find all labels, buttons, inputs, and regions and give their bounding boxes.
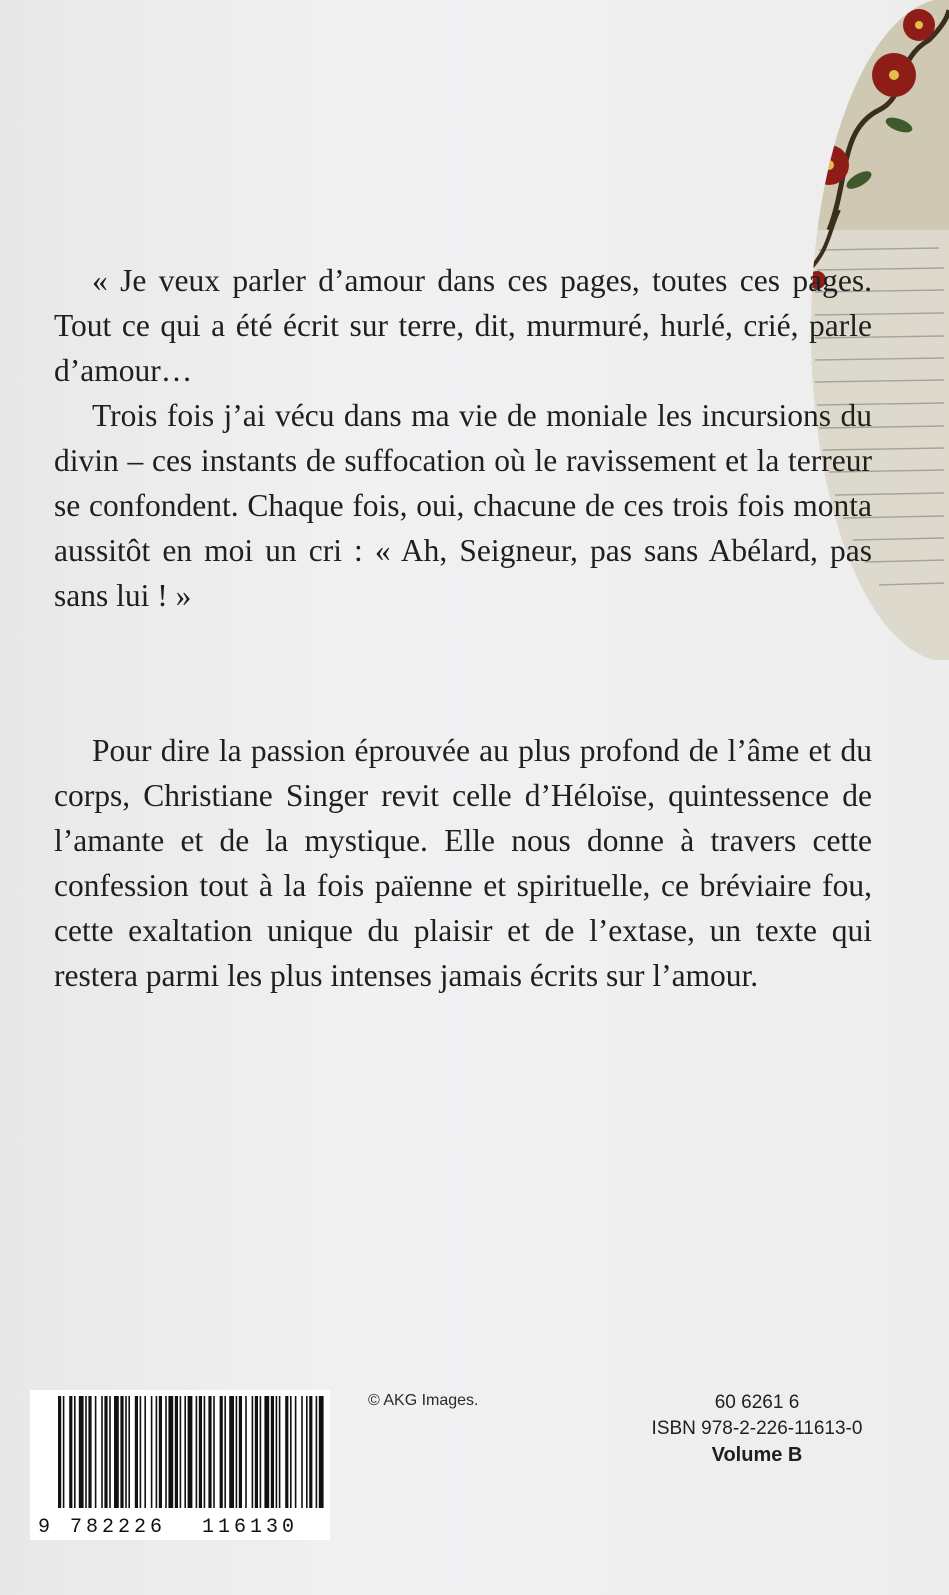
barcode-first-digit: 9 — [38, 1516, 51, 1539]
barcode-bar — [276, 1396, 278, 1508]
barcode-bar — [279, 1396, 281, 1508]
barcode-bar — [151, 1396, 153, 1508]
barcode-bar — [168, 1396, 173, 1508]
barcode-bar — [63, 1396, 65, 1508]
barcode-bar — [301, 1396, 303, 1508]
barcode-bar — [156, 1396, 158, 1508]
barcode-bar — [239, 1396, 242, 1508]
barcode-bar — [58, 1396, 61, 1508]
barcode-bar — [79, 1396, 84, 1508]
quote-paragraph-1: « Je veux parler d’amour dans ces pages, toutes ces pages. Tout ce qui a été écrit sur terre, dit, murmuré, hurlé, crié, parle d’amour… — [54, 263, 872, 388]
barcode-bar — [109, 1396, 111, 1508]
photo-credit: © AKG Images. — [368, 1392, 479, 1409]
barcode-bar — [204, 1396, 206, 1508]
barcode-bar — [114, 1396, 119, 1508]
barcode-bar — [285, 1396, 288, 1508]
barcode-bar — [95, 1396, 97, 1508]
barcode-bar — [208, 1396, 211, 1508]
barcode-bar — [74, 1396, 76, 1508]
barcode-bar — [120, 1396, 123, 1508]
excerpt-quote — [54, 258, 872, 618]
quote-paragraph-2: Trois fois j’ai vécu dans ma vie de moniale les incursions du divin – ces instants de suffocation où le ravissement et la terreur se confondent. Chaque fois, oui, chacune de ces trois fois monta aussitôt en moi un cri : « Ah, Seigneur, pas sans Abélard, pas sans lui ! » — [54, 398, 872, 613]
barcode-bar — [128, 1396, 130, 1508]
barcode-bar — [260, 1396, 262, 1508]
barcode-bar — [159, 1396, 162, 1508]
barcode-bar — [309, 1396, 312, 1508]
barcode-bar — [69, 1396, 72, 1508]
barcode-bar — [175, 1396, 178, 1508]
reference-number: 60 6261 6 — [714, 1392, 800, 1413]
barcode-bar — [264, 1396, 269, 1508]
barcode-bar — [165, 1396, 167, 1508]
barcode-bar — [252, 1396, 254, 1508]
barcode-bar — [245, 1396, 247, 1508]
barcode-bar — [316, 1396, 318, 1508]
barcode-bar — [85, 1396, 87, 1508]
barcode-bar — [295, 1396, 297, 1508]
book-description — [54, 728, 872, 998]
isbn-number: ISBN 978-2-226-11613-0 — [651, 1418, 863, 1439]
barcode-bar — [220, 1396, 223, 1508]
barcode-bar — [104, 1396, 107, 1508]
barcode-bar — [290, 1396, 292, 1508]
barcode-bar — [319, 1396, 324, 1508]
barcode-right-digits: 116130 — [202, 1516, 299, 1539]
barcode-bar — [229, 1396, 234, 1508]
barcode-bar — [306, 1396, 308, 1508]
description-paragraph: Pour dire la passion éprouvée au plus profond de l’âme et du corps, Christiane Singer revit celle d’Héloïse, quintessence de l’amante et de la mystique. Elle nous donne à travers cette confession tout à la fois païenne et spirituelle, ce bréviaire fou, cette exaltation unique du plaisir et de l’extase, un texte qui restera parmi les plus intenses jamais écrits sur l’amour. — [54, 733, 872, 993]
barcode-bar — [140, 1396, 142, 1508]
isbn-barcode — [30, 1390, 330, 1540]
barcode-bar — [135, 1396, 138, 1508]
barcode-bar — [236, 1396, 238, 1508]
barcode-bar — [101, 1396, 103, 1508]
barcode-bar — [224, 1396, 226, 1508]
barcode-bar — [255, 1396, 258, 1508]
volume-label: Volume B — [711, 1444, 803, 1466]
barcode-bar — [184, 1396, 186, 1508]
barcode-bar — [213, 1396, 215, 1508]
barcode-bar — [199, 1396, 202, 1508]
barcode-bar — [88, 1396, 91, 1508]
barcode-bar — [188, 1396, 193, 1508]
barcode-bar — [180, 1396, 182, 1508]
barcode-bar — [125, 1396, 127, 1508]
barcode-bar — [196, 1396, 198, 1508]
barcode-bar — [271, 1396, 274, 1508]
barcode-left-digits: 782226 — [70, 1516, 167, 1539]
publication-codes — [632, 1390, 882, 1468]
barcode-bar — [144, 1396, 146, 1508]
